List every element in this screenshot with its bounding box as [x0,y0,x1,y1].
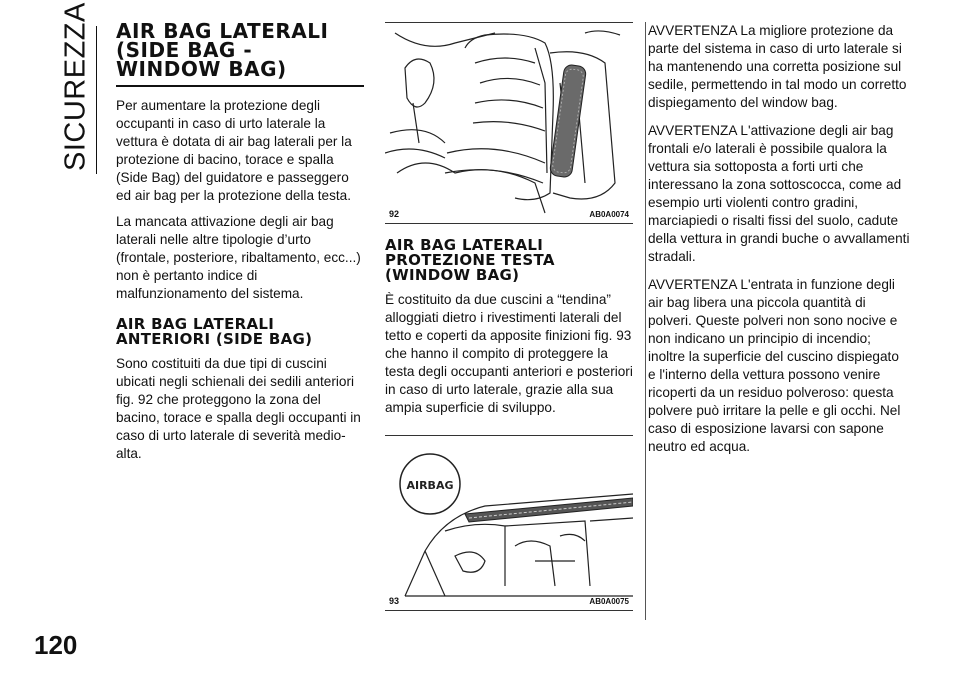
column-divider [645,22,646,620]
section-heading: AIR BAG LATERALI (SIDE BAG - WINDOW BAG) [116,19,329,81]
warning-paragraph: AVVERTENZA L'attivazione degli air bag frontali e/o laterali è possibile qualora la vettura sia sottoposta a forti urti che interessano la zona sottoscocca, come ad esempio urti violenti contro gradini, marciapiedi o risalti fissi del suolo, cadute della vettura in grandi buche o avvallamenti stradali. [648,123,910,264]
subsection-heading: AIR BAG LATERALI PROTEZIONE TESTA (WINDOW BAG) [385,236,555,284]
side-bag-highlight [549,64,586,178]
column-left [116,19,364,471]
figure-93 [385,435,633,611]
section-tab-rule [96,26,97,174]
figure-number: 93 [389,596,400,606]
figure-code: AB0A0075 [589,597,629,606]
paragraph: È costituito da due cuscini a “tendina” alloggiati dietro i rivestimenti laterali del tetto e coperti da apposite finizioni fig. 93 che hanno il compito di proteggere la testa degli occupanti anteriori e posteriori in caso di urto laterale, grazie alla sua ampia superficie di sviluppo. [385,292,633,415]
paragraph: La mancata attivazione degli air bag laterali nelle altre tipologie d’urto (frontale, posteriore, ribaltamento, ecc...) non è pertanto indice di malfunzionamento del sistema. [116,214,361,301]
paragraph: Per aumentare la protezione degli occupanti in caso di urto laterale la vettura è dotata di air bag laterali per la protezione di bacino, torace e spalla (Side Bag) del guidatore e passeggero ed air bag per la protezione della testa. [116,98,352,203]
figure-92 [385,22,633,224]
section-tab-label: SICUREZZA [59,2,92,172]
warning-paragraph: AVVERTENZA La migliore protezione da parte del sistema in caso di urto laterale si ha mantenendo una corretta posizione sul sedile, permettendo in tal modo un corretto dispiegamento del window bag. [648,23,907,110]
section-tab [58,2,98,172]
column-middle [385,22,633,611]
paragraph: Sono costituiti da due tipi di cuscini ubicati negli schienali dei sedili anteriori fig. 92 che proteggono la zona del bacino, torace e spalla degli occupanti in caso di urto laterale di severità medio-alta. [116,356,361,461]
page-number: 120 [34,630,78,660]
column-right [648,22,910,466]
figure-code: AB0A0074 [589,210,629,219]
seat-side-bag-illustration [385,23,633,223]
warning-paragraph: AVVERTENZA L'entrata in funzione degli air bag libera una piccola quantità di polveri. Queste polveri non sono nocive e non indicano un principio di incendio; inoltre la superficie del cuscino dispiegato e l'interno della vettura possono venire ricoperti da un residuo polveroso: questa polvere può irritare la pelle e gli occhi. Nel caso di esposizione lavarsi con sapone neutro ed acqua. [648,277,901,454]
window-bag-illustration [385,436,633,610]
figure-number: 92 [389,209,400,219]
subsection-heading: AIR BAG LATERALI ANTERIORI (SIDE BAG) [116,315,313,348]
heading-rule [116,85,364,87]
airbag-badge-label: AIRBAG [406,479,454,492]
